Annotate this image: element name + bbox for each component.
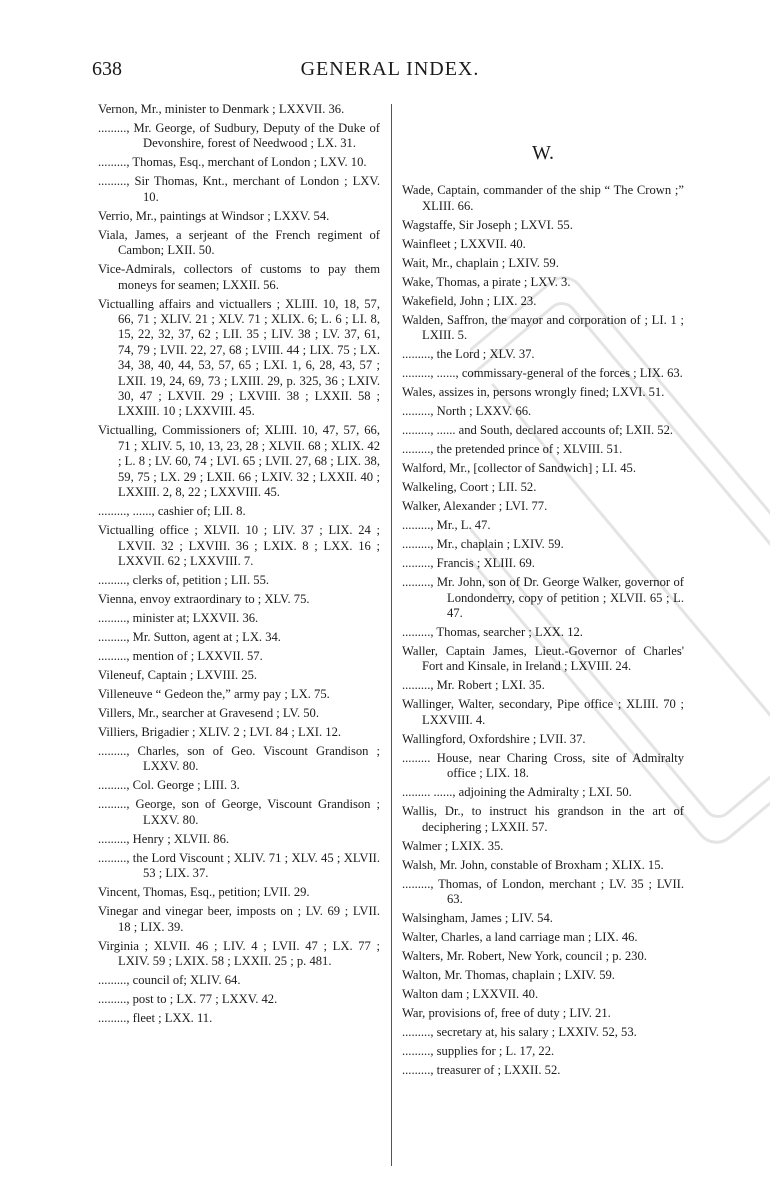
index-entry: ........., the pretended prince of ; XLVIII. 51. <box>402 442 623 457</box>
index-entry: Wade, Captain, commander of the ship “ The Crown ;” XLIII. 66. <box>402 183 684 213</box>
index-entry: Walton, Mr. Thomas, chaplain ; LXIV. 59. <box>402 968 615 983</box>
index-entry: Wakefield, John ; LIX. 23. <box>402 293 537 308</box>
index-entry: ........., Mr., L. 47. <box>402 518 491 533</box>
index-entry: Walford, Mr., [collector of Sandwich] ; LI. 45. <box>402 461 637 476</box>
index-entry: ........., Thomas, Esq., merchant of London ; LXV. 10. <box>98 155 367 170</box>
index-entry: Walmer ; LXIX. 35. <box>402 838 504 853</box>
index-entry: ........., Mr. George, of Sudbury, Deputy of the Duke of Devonshire, forest of Needwood ; LX. 31. <box>98 121 380 151</box>
column-divider <box>391 104 392 1166</box>
index-entry: Wallinger, Walter, secondary, Pipe office ; XLIII. 70 ; LXXVIII. 4. <box>402 697 684 727</box>
index-entry: Waller, Captain James, Lieut.-Governor of Charles' Fort and Kinsale, in Ireland ; LXVIII. 24. <box>402 644 684 674</box>
index-entry: ........., Francis ; XLIII. 69. <box>402 556 535 571</box>
index-entry: Victualling office ; XLVII. 10 ; LIV. 37 ; LIX. 24 ; LXVII. 32 ; LXVIII. 36 ; LXIX. 8 ; LXX. 16 ; LXXVII. 62 ; LXXVIII. 7. <box>98 523 380 568</box>
index-entry: ........., Henry ; XLVII. 86. <box>98 831 230 846</box>
index-entry: ........., mention of ; LXXVII. 57. <box>98 648 263 663</box>
index-entry: ........., secretary at, his salary ; LXXIV. 52, 53. <box>402 1025 637 1040</box>
index-entry: ........., Col. George ; LIII. 3. <box>98 778 240 793</box>
index-entry: ......... House, near Charing Cross, site of Admiralty office ; LIX. 18. <box>402 750 684 781</box>
index-entry: ........., minister at; LXXVII. 36. <box>98 610 259 625</box>
index-entry: Walsh, Mr. John, constable of Broxham ; XLIX. 15. <box>402 857 664 872</box>
index-entry: ........., council of; XLIV. 64. <box>98 972 241 987</box>
index-entry: ........., Thomas, of London, merchant ; LV. 35 ; LVII. 63. <box>402 876 684 907</box>
index-entry: Wake, Thomas, a pirate ; LXV. 3. <box>402 274 571 289</box>
index-entry: Walker, Alexander ; LVI. 77. <box>402 499 548 514</box>
index-entry: ........., ......, cashier of; LII. 8. <box>98 504 246 519</box>
index-entry: ........., the Lord Viscount ; XLIV. 71 ; XLV. 45 ; XLVII. 53 ; LIX. 37. <box>98 850 380 881</box>
index-entry: ........., ...... and South, declared accounts of; LXII. 52. <box>402 423 674 438</box>
index-entry: Wainfleet ; LXXVII. 40. <box>402 236 526 251</box>
index-entry: Wallis, Dr., to instruct his grandson in the art of deciphering ; LXXII. 57. <box>402 804 684 834</box>
right-entries-list <box>402 183 684 1078</box>
left-index-column <box>98 102 380 1030</box>
index-entry: Walters, Mr. Robert, New York, council ; p. 230. <box>402 949 647 964</box>
page-header <box>92 58 688 88</box>
index-entry: Vincent, Thomas, Esq., petition; LVII. 29. <box>98 885 310 900</box>
index-entry: ........., George, son of George, Viscount Grandison ; LXXV. 80. <box>98 797 380 827</box>
index-entry: Victualling, Commissioners of; XLIII. 10, 47, 57, 66, 71 ; XLIV. 5, 10, 13, 23, 28 ; XLVII. 68 ; XLIX. 42 ; L. 8 ; LV. 60, 74 ; LVI. 65 ; LVII. 27, 68 ; LIX. 38, 59, 75 ; LX. 29 ; LXII. 66 ; LXIV. 32 ; LXXII. 40 ; LXXIII. 2, 8, 22 ; LXXVIII. 45. <box>98 423 380 500</box>
index-entry: Vienna, envoy extraordinary to ; XLV. 75. <box>98 591 310 606</box>
index-entry: Villers, Mr., searcher at Gravesend ; LV. 50. <box>98 705 319 720</box>
index-entry: ........., the Lord ; XLV. 37. <box>402 347 535 362</box>
index-entry: ........., Mr. Robert ; LXI. 35. <box>402 678 545 693</box>
index-entry: Wallingford, Oxfordshire ; LVII. 37. <box>402 731 586 746</box>
index-entry: ........., Charles, son of Geo. Viscount Grandison ; LXXV. 80. <box>98 743 380 774</box>
index-entry: Wait, Mr., chaplain ; LXIV. 59. <box>402 255 559 270</box>
index-entry: Vernon, Mr., minister to Denmark ; LXXVII. 36. <box>98 102 345 116</box>
index-entry: Vinegar and vinegar beer, imposts on ; LV. 69 ; LVII. 18 ; LIX. 39. <box>98 904 380 934</box>
index-entry: Walton dam ; LXXVII. 40. <box>402 987 539 1002</box>
index-entry: ........., Mr. Sutton, agent at ; LX. 34. <box>98 629 281 644</box>
index-entry: ......... ......, adjoining the Admiralty ; LXI. 50. <box>402 785 632 800</box>
right-index-column <box>402 102 684 1082</box>
index-entry: Wagstaffe, Sir Joseph ; LXVI. 55. <box>402 217 573 232</box>
index-entry: ........., North ; LXXV. 66. <box>402 404 532 419</box>
index-entry: Villiers, Brigadier ; XLIV. 2 ; LVI. 84 ; LXI. 12. <box>98 724 342 739</box>
index-entry: ........., clerks of, petition ; LII. 55. <box>98 572 270 587</box>
index-entry: Viala, James, a serjeant of the French regiment of Cambon; LXII. 50. <box>98 227 380 258</box>
index-entry: Walden, Saffron, the mayor and corporation of ; LI. 1 ; LXIII. 5. <box>402 312 684 343</box>
index-entry: ........., ......, commissary-general of the forces ; LIX. 63. <box>402 366 683 381</box>
index-entry: Virginia ; XLVII. 46 ; LIV. 4 ; LVII. 47 ; LX. 77 ; LXIV. 59 ; LXIX. 58 ; LXXII. 25 ; p. 481. <box>98 938 380 968</box>
index-entry: Walkeling, Coort ; LII. 52. <box>402 480 537 495</box>
running-head-title: GENERAL INDEX. <box>300 58 480 80</box>
index-entry: ........., Mr., chaplain ; LXIV. 59. <box>402 537 564 552</box>
index-entry: Wales, assizes in, persons wrongly fined; LXVI. 51. <box>402 385 665 400</box>
index-entry: ........., supplies for ; L. 17, 22. <box>402 1044 555 1059</box>
index-entry: ........., treasurer of ; LXXII. 52. <box>402 1063 561 1078</box>
index-entry: ........., Thomas, searcher ; LXX. 12. <box>402 625 583 640</box>
index-entry: War, provisions of, free of duty ; LIV. 21. <box>402 1006 611 1021</box>
index-entry: Walter, Charles, a land carriage man ; LIX. 46. <box>402 930 638 945</box>
index-entry: Victualling affairs and victuallers ; XLIII. 10, 18, 57, 66, 71 ; XLIV. 21 ; XLV. 71 ; XLIX. 6; L. 6 ; LI. 8, 15, 22, 32, 37, 62 ; LII. 35 ; LIV. 38 ; LV. 37, 61, 74, 79 ; LVII. 22, 27, 68 ; LVIII. 44 ; LIX. 75 ; LX. 34, 38, 40, 44, 53, 57, 65 ; LXI. 1, 6, 28, 43, 57 ; LXII. 19, 24, 69, 73 ; LXIII. 29, p. 325, 36 ; LXIV. 30, 47 ; LXVII. 29 ; LXVIII. 38 ; LXXII. 58 ; LXXIII. 10 ; LXXVIII. 45. <box>98 296 380 419</box>
index-entry: ........., post to ; LX. 77 ; LXXV. 42. <box>98 991 278 1006</box>
index-entry: Walsingham, James ; LIV. 54. <box>402 911 553 926</box>
index-entry: ........., Sir Thomas, Knt., merchant of London ; LXV. 10. <box>98 174 380 204</box>
section-letter-heading: W. <box>531 142 555 164</box>
page-number: 638 <box>92 58 122 80</box>
index-entry: ........., fleet ; LXX. 11. <box>98 1010 213 1025</box>
index-entry: Vileneuf, Captain ; LXVIII. 25. <box>98 667 258 682</box>
index-entry: Verrio, Mr., paintings at Windsor ; LXXV. 54. <box>98 208 330 223</box>
index-entry: Vice-Admirals, collectors of customs to pay them moneys for seamen; LXXII. 56. <box>98 262 380 292</box>
index-entry: ........., Mr. John, son of Dr. George Walker, governor of Londonderry, copy of petition ; XLVII. 65 ; L. 47. <box>402 575 684 621</box>
index-entry: Villeneuve “ Gedeon the,” army pay ; LX. 75. <box>98 686 330 701</box>
